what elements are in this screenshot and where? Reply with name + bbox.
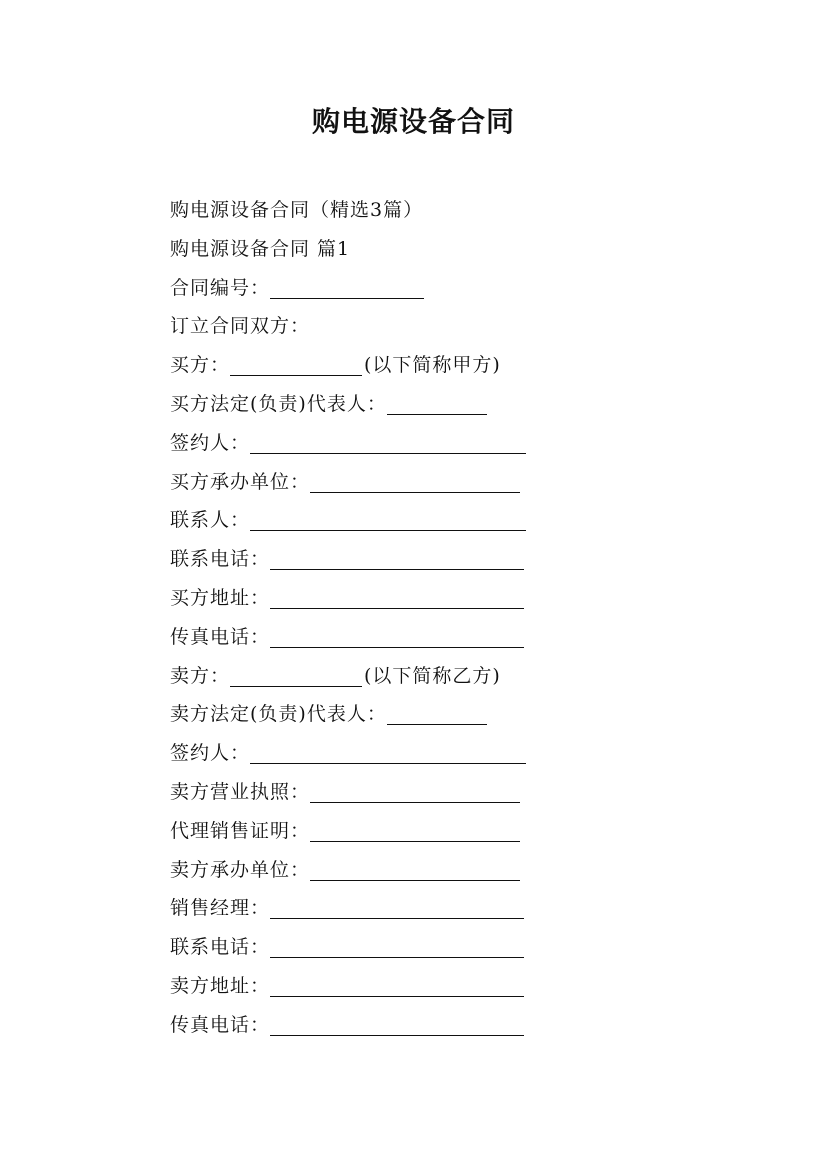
parties-label: 订立合同双方： (170, 315, 311, 338)
contract-body (170, 191, 590, 1045)
buyer-contact-field: 联系人： (170, 501, 590, 540)
fill-blank (270, 278, 424, 299)
fill-blank (310, 821, 520, 842)
seller-representative-field: 卖方法定(负责)代表人： (170, 695, 590, 734)
agency-proof-field: 代理销售证明： (170, 812, 590, 851)
fill-blank (387, 394, 487, 415)
buyer-phone-field: 联系电话： (170, 540, 590, 579)
fill-blank (250, 433, 526, 454)
fill-blank (230, 666, 362, 687)
buyer-unit-field: 买方承办单位： (170, 463, 590, 502)
fill-blank (270, 549, 524, 570)
fill-blank (310, 782, 520, 803)
fill-blank (270, 937, 524, 958)
contract-number-field: 合同编号： (170, 269, 590, 308)
sales-manager-field: 销售经理： (170, 889, 590, 928)
fill-blank (270, 627, 524, 648)
fill-blank (270, 898, 524, 919)
buyer-signatory-field: 签约人： (170, 424, 590, 463)
seller-address-field: 卖方地址： (170, 967, 590, 1006)
fill-blank (270, 588, 524, 609)
fill-blank (387, 704, 487, 725)
fill-blank (250, 743, 526, 764)
fill-blank (270, 1015, 524, 1036)
section-heading: 购电源设备合同 篇1 (170, 237, 351, 260)
fill-blank (310, 472, 520, 493)
seller-signatory-field: 签约人： (170, 734, 590, 773)
seller-unit-field: 卖方承办单位： (170, 851, 590, 890)
seller-license-field: 卖方营业执照： (170, 773, 590, 812)
document-subtitle: 购电源设备合同（精选3篇） (170, 199, 424, 221)
seller-fax-field: 传真电话： (170, 1006, 590, 1045)
buyer-address-field: 买方地址： (170, 579, 590, 618)
seller-field: 卖方： (以下简称乙方) (170, 664, 501, 687)
buyer-representative-field: 买方法定(负责)代表人： (170, 385, 590, 424)
buyer-field: 买方： (以下简称甲方) (170, 354, 501, 377)
fill-blank (230, 355, 362, 376)
buyer-fax-field: 传真电话： (170, 618, 590, 657)
seller-phone-field: 联系电话： (170, 928, 590, 967)
fill-blank (250, 510, 526, 531)
fill-blank (270, 976, 524, 997)
page-title: 购电源设备合同 (311, 105, 515, 138)
fill-blank (310, 860, 520, 881)
